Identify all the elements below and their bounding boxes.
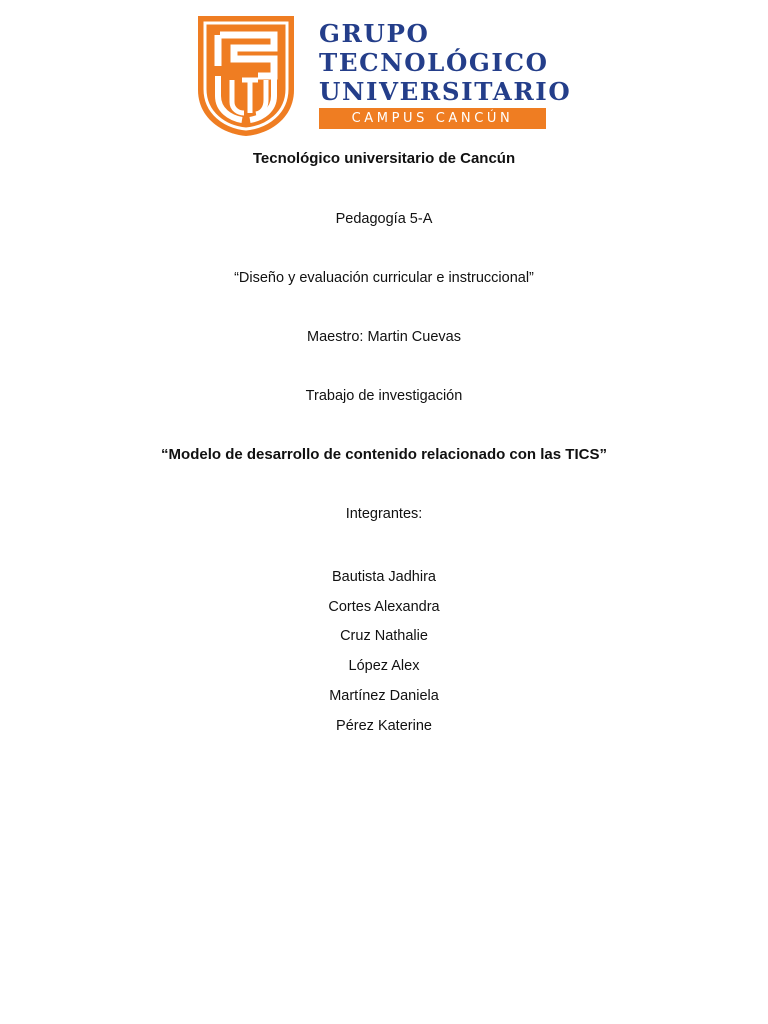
- group-label: Pedagogía 5-A: [335, 211, 433, 227]
- member-name: López Alex: [348, 658, 420, 675]
- institution-name: Tecnológico universitario de Cancún: [252, 150, 516, 167]
- work-type: Trabajo de investigación: [305, 388, 463, 404]
- logo-wordmark: [319, 19, 572, 129]
- institution-logo: [196, 14, 572, 138]
- logo-campus-banner: CAMPUS CANCÚN: [319, 108, 546, 129]
- subject-title: “Diseño y evaluación curricular e instruccional”: [234, 270, 534, 286]
- members-label: Integrantes:: [345, 506, 423, 522]
- member-name: Pérez Katerine: [336, 717, 432, 734]
- member-name: Bautista Jadhira: [332, 569, 436, 585]
- logo-line-2: TECNOLÓGICO: [319, 48, 549, 77]
- logo-line-3: UNIVERSITARIO: [319, 77, 572, 106]
- member-name: Martínez Daniela: [329, 687, 439, 704]
- gtu-shield-icon: [196, 14, 296, 138]
- teacher-name: Maestro: Martin Cuevas: [307, 329, 461, 345]
- member-name: Cortes Alexandra: [328, 598, 440, 615]
- member-name: Cruz Nathalie: [340, 628, 428, 645]
- logo-line-1: GRUPO: [319, 19, 430, 48]
- members-list: [0, 563, 768, 741]
- document-title: “Modelo de desarrollo de contenido relacionado con las TICS”: [161, 446, 607, 463]
